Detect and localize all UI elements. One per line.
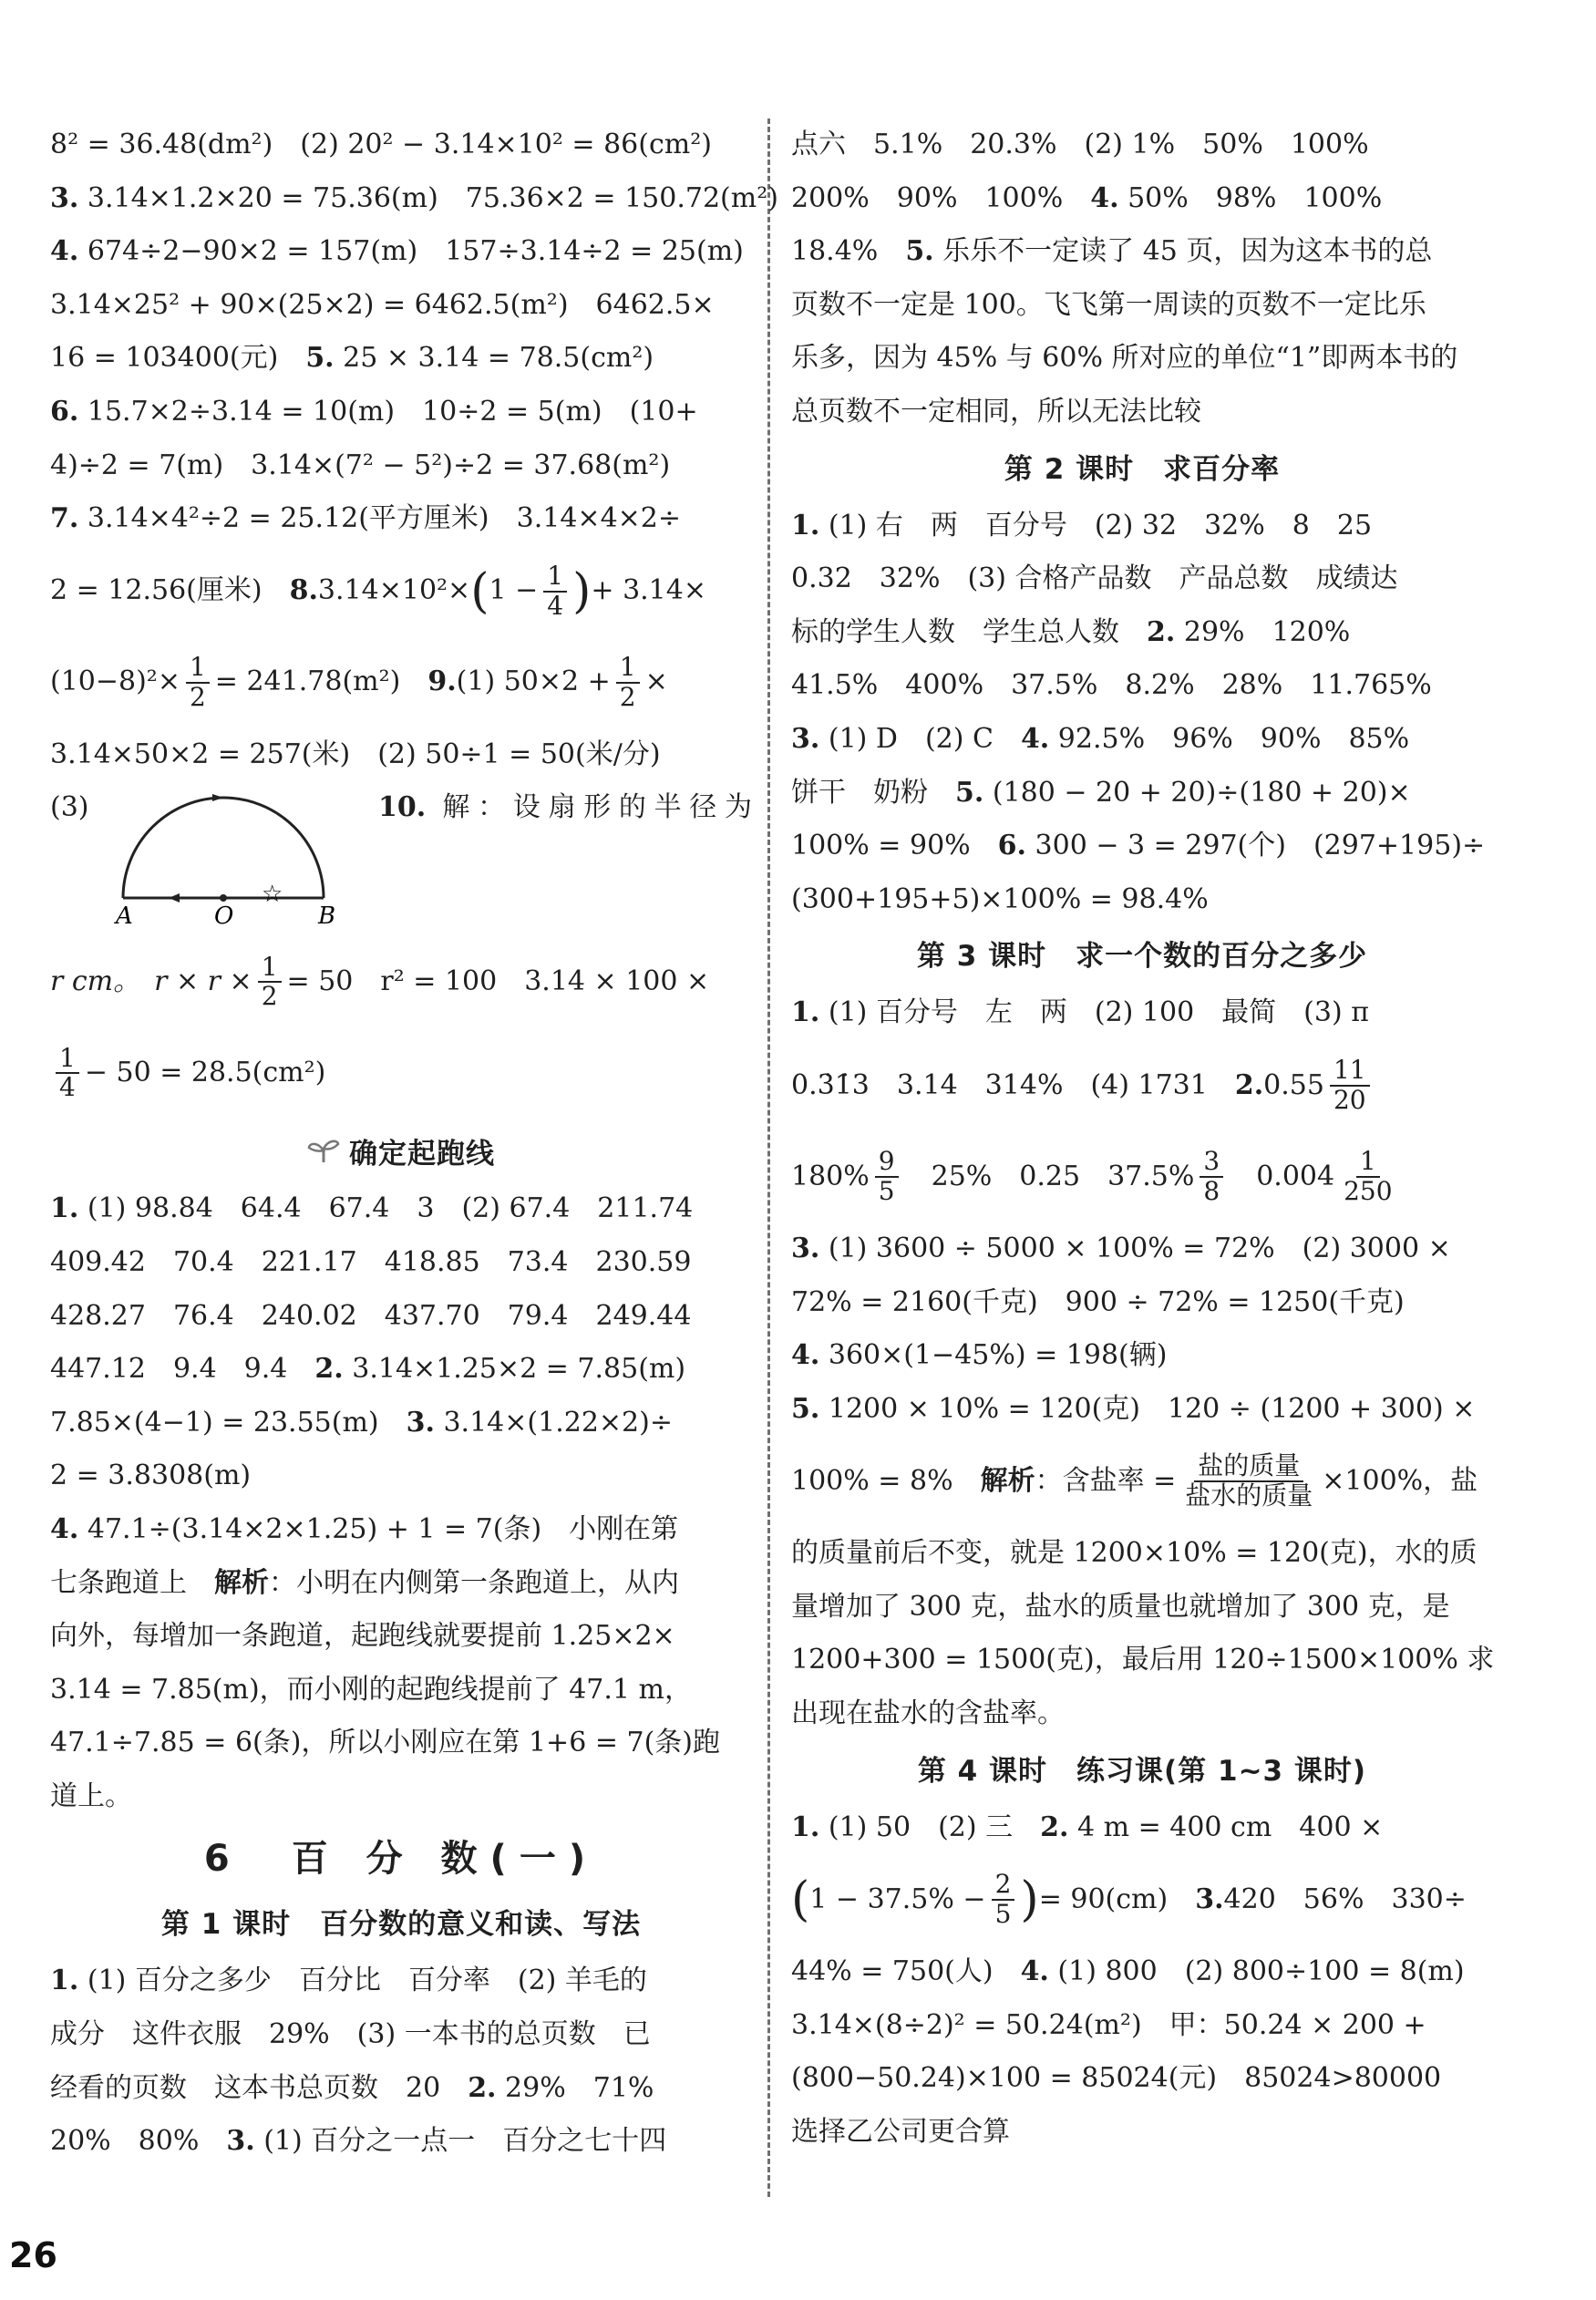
lesson-title: 第 3 课时 求一个数的百分之多少 <box>916 940 1368 974</box>
fraction: $\frac{\text{盐的质量}}{\text{盐水的质量}}$ <box>1185 1450 1313 1511</box>
answer-line: $\frac{1}{4}$ − 50 = 28.5(cm²) <box>50 1027 752 1119</box>
answer-line: 72% = 2160(千克) 900 ÷ 72% = 1250(千克) <box>791 1285 1405 1318</box>
answer-line: 0.3̇1̇3 3.14 314% (4) 1731 2. 0.55 $\frac{11}{20}$ <box>791 1040 1493 1131</box>
answer-line: 44% = 750(人) 4. (1) 800 (2) 800÷100 = 8(m) <box>791 1955 1465 1988</box>
answer-line: 1200+300 = 1500(克)，最后用 120÷1500×100% 求 <box>791 1644 1495 1676</box>
answer-line: 2 = 12.56(厘米) 8. 3.14×10²× ( 1 − $\frac{1}{4}$ ) + 3.14× <box>50 560 706 621</box>
right-column <box>791 119 1493 2160</box>
semicircle-diagram-row: (3) A O B ☆ 10. 解：设扇形的半径为 <box>50 791 752 931</box>
fraction: $\frac{1}{2}$ <box>616 654 640 712</box>
arrow-icon <box>169 893 180 902</box>
answer-line: 3.14×(8÷2)² = 50.24(m²) 甲：50.24 × 200 + <box>791 2008 1426 2041</box>
semicircle-arc <box>123 798 324 898</box>
fraction: $\frac{1}{4}$ <box>543 562 567 621</box>
answer-line: 7.85×(4−1) = 23.55(m) 3. 3.14×(1.22×2)÷ <box>50 1406 673 1439</box>
left-column <box>50 119 778 2169</box>
column-divider <box>767 119 770 2197</box>
page-number: 26 <box>9 2235 57 2275</box>
answer-line: 乐多，因为 45% 与 60% 所对应的单位“1”即两本书的 <box>791 342 1458 375</box>
answer-line: 3.14 = 7.85(m)，而小刚的起跑线提前了 47.1 m， <box>50 1673 692 1706</box>
answer-line: 道上。 <box>50 1779 132 1812</box>
answer-line: 量增加了 300 克，盐水的质量也就增加了 300 克，是 <box>791 1590 1450 1623</box>
fraction: $\frac{1}{2}$ <box>186 654 210 712</box>
answer-line: 出现在盐水的含盐率。 <box>791 1697 1065 1730</box>
center-point <box>220 894 227 902</box>
answer-line: 409.42 70.4 221.17 418.85 73.4 230.59 <box>50 1245 692 1278</box>
fraction: $\frac{9}{5}$ <box>875 1148 899 1206</box>
answer-line: (10−8)²× $\frac{1}{2}$ = 241.78(m²) 9. (1) 50×2 + $\frac{1}{2}$ × <box>50 651 668 712</box>
answer-line: 成分 这件衣服 29% (3) 一本书的总页数 已 <box>50 2018 651 2051</box>
answer-line: 4)÷2 = 7(m) 3.14×(7² − 5²)÷2 = 37.68(m²) <box>50 449 671 481</box>
answer-line: 向外，每增加一条跑道，起跑线就要提前 1.25×2× <box>50 1620 675 1653</box>
fraction: $\frac{11}{20}$ <box>1330 1057 1370 1115</box>
answer-line: 3. (1) D (2) C 4. 92.5% 96% 90% 85% <box>791 722 1410 755</box>
answer-line: 4. 47.1÷(3.14×2×1.25) + 1 = 7(条) 小刚在第 <box>50 1512 679 1545</box>
label-b: B <box>318 902 336 931</box>
star-icon: ☆ <box>262 881 283 909</box>
answer-line: 饼干 奶粉 5. (180 − 20 + 20)÷(180 + 20)× <box>791 776 1411 809</box>
answer-line: 1. (1) 百分之多少 百分比 百分率 (2) 羊毛的 <box>50 1965 647 1997</box>
answer-line: 447.12 9.4 9.4 2. 3.14×1.25×2 = 7.85(m) <box>50 1353 686 1386</box>
fraction: $\frac{1}{2}$ <box>258 954 282 1012</box>
answer-line: 3.14×25² + 90×(25×2) = 6462.5(m²) 6462.5× <box>50 288 715 321</box>
answer-line: 的质量前后不变，就是 1200×10% = 120(克)，水的质 <box>791 1537 1478 1570</box>
answer-line: 100% = 8% 解析 ：含盐率 = $\frac{\text{盐的质量}}{\text{盐水的质量}}$ ×100%，盐 <box>791 1450 1478 1511</box>
answer-line: 16 = 103400(元) 5. 25 × 3.14 = 78.5(cm²) <box>50 342 654 375</box>
lesson-title: 第 4 课时 练习课(第 1~3 课时) <box>917 1754 1367 1788</box>
answer-line: 七条跑道上 解析：小明在内侧第一条跑道上，从内 <box>50 1566 679 1599</box>
answer-line: 6. 15.7×2÷3.14 = 10(m) 10÷2 = 5(m) (10+ <box>50 395 698 428</box>
semicircle-figure <box>114 790 336 931</box>
answer-line: 5. 1200 × 10% = 120(克) 120 ÷ (1200 + 300) × <box>791 1392 1476 1425</box>
answer-line: 8² = 36.48(dm²) (2) 20² − 3.14×10² = 86(cm²) <box>50 129 712 160</box>
answer-line: (800−50.24)×100 = 85024(元) 85024>80000 <box>791 2062 1442 2095</box>
answer-line: 4. 360×(1−45%) = 198(辆) <box>791 1339 1168 1372</box>
answer-line: 1. (1) 50 (2) 三 2. 4 m = 400 cm 400 × <box>791 1810 1384 1843</box>
answer-line: 0.32 32% (3) 合格产品数 产品总数 成绩达 <box>791 562 1398 595</box>
answer-line: 428.27 76.4 240.02 437.70 79.4 249.44 <box>50 1299 692 1332</box>
label-o: O <box>214 902 234 931</box>
arrow-icon <box>212 794 223 801</box>
chapter-title: 6 百 分 数(一) <box>203 1838 599 1881</box>
answer-line: 20% 80% 3. (1) 百分之一点一 百分之七十四 <box>50 2125 667 2158</box>
answer-line: 2 = 3.8308(m) <box>50 1459 252 1492</box>
answer-line: 经看的页数 这本书总页数 20 2. 29% 71% <box>50 2071 654 2104</box>
answer-line: 1. (1) 98.84 64.4 67.4 3 (2) 67.4 211.74 <box>50 1192 694 1225</box>
answer-line: 标的学生人数 学生总人数 2. 29% 120% <box>791 615 1351 648</box>
answer-line: 41.5% 400% 37.5% 8.2% 28% 11.765% <box>791 669 1432 702</box>
answer-line: 3. (1) 3600 ÷ 5000 × 100% = 72% (2) 3000 × <box>791 1232 1451 1264</box>
fraction: $\frac{3}{8}$ <box>1200 1148 1223 1206</box>
label-a: A <box>116 902 133 931</box>
section-title: 确定起跑线 <box>50 1119 752 1182</box>
answer-line: 200% 90% 100% 4. 50% 98% 100% <box>791 181 1383 214</box>
answer-line: 1. (1) 百分号 左 两 (2) 100 最简 (3) π <box>791 996 1369 1029</box>
answer-line: 页数不一定是 100。飞飞第一周读的页数不一定比乐 <box>791 288 1426 321</box>
lesson-title: 第 1 课时 百分数的意义和读、写法 <box>160 1908 642 1942</box>
answer-line: 3.14×50×2 = 257(米) (2) 50÷1 = 50(米/分) <box>50 737 661 770</box>
answer-line: 3. 3.14×1.2×20 = 75.36(m) 75.36×2 = 150.72(m²) <box>50 181 778 214</box>
answer-line: 点六 5.1% 20.3% (2) 1% 50% 100% <box>791 129 1369 160</box>
answer-line: 选择乙公司更合算 <box>791 2116 1010 2149</box>
sprout-icon <box>307 1137 340 1164</box>
answer-line: 47.1÷7.85 = 6(条)，所以小刚应在第 1+6 = 7(条)跑 <box>50 1727 720 1759</box>
answer-line: 100% = 90% 6. 300 − 3 = 297(个) (297+195)÷ <box>791 830 1486 862</box>
fraction: $\frac{1}{4}$ <box>56 1045 79 1103</box>
answer-line: (300+195+5)×100% = 98.4% <box>791 882 1209 915</box>
answer-line: 4. 674÷2−90×2 = 157(m) 157÷3.14÷2 = 25(m) <box>50 235 744 268</box>
lesson-title: 第 2 课时 求百分率 <box>1004 452 1281 486</box>
answer-line: 7. 3.14×4²÷2 = 25.12(平方厘米) 3.14×4×2÷ <box>50 502 682 535</box>
answer-line: 18.4% 5. 乐乐不一定读了 45 页，因为这本书的总 <box>791 235 1433 268</box>
fraction: $\frac{2}{5}$ <box>992 1871 1015 1929</box>
answer-line: 总页数不一定相同，所以无法比较 <box>791 395 1201 428</box>
answer-line: 1. (1) 右 两 百分号 (2) 32 32% 8 25 <box>791 509 1373 541</box>
answer-line: r cm。 r × r × $\frac{1}{2}$ = 50 r² = 100 3.14 × 100 × <box>50 951 710 1012</box>
answer-line: 180% $\frac{9}{5}$ 25% 0.25 37.5% $\frac{3}{8}$ 0.004 $\frac{1}{250}$ <box>791 1131 1493 1222</box>
fraction: $\frac{1}{250}$ <box>1344 1146 1393 1206</box>
answer-line: ( 1 − 37.5% − $\frac{2}{5}$ ) = 90(cm) 3. 420 56% 330÷ <box>791 1869 1467 1930</box>
